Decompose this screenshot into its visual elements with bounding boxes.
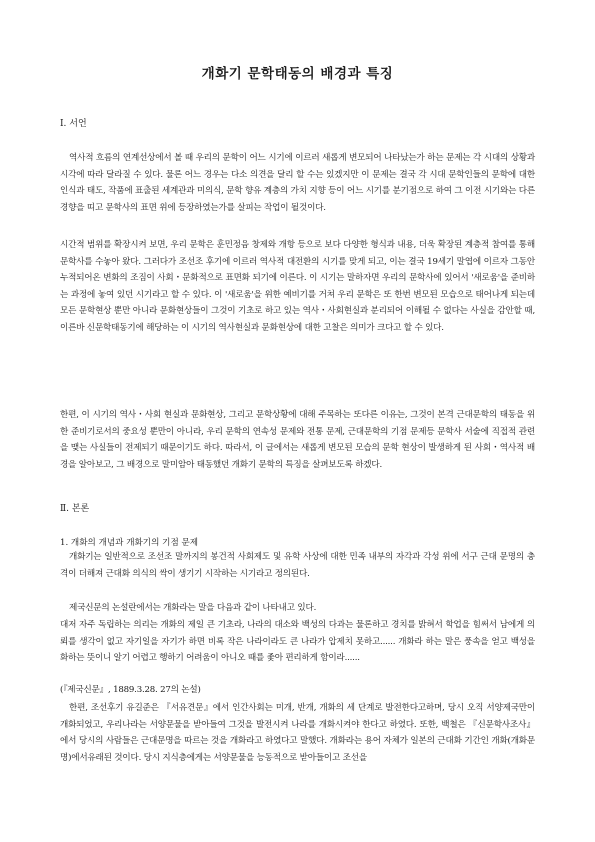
- subsection-heading: 1. 개화의 개념과 개화기의 기점 문제: [60, 538, 199, 548]
- paragraph: 시간적 범위를 확장시켜 보면, 우리 문학은 훈민정음 창제와 개항 등으로 보다 다양한 형식과 내용, 더욱 확장된 계층적 참여를 통해 문학사를 수놓아 왔다. 그러다가 조선조 후기에 이르러 역사적 대전환의 시기를 맞게 되고, 이는 결국 19세기 말엽에 이르자 그동안 누적되어온 변화의 조짐이 사회・문화적으로 표면화 되기에 이른다. 이 시기는 말하자면 우리의 문학사에 있어서 '새로움'을 준비하는 과정에 놓여 있던 시기라고 할 수 있다. 이 '새로움'을 위한 예비기를 거쳐 우리 문학은 또 한번 변모된 모습으로 태어나게 되는데 모든 문학현상 뿐만 아니라 문화현상들이 그것이 기초로 하고 있는 역사・사회현실과 분리되어 이해될 수 없다는 사실을 감안할 때, 이른바 신문학태동기에 해당하는 이 시기의 역사현실과 문화현상에 대한 고찰은 의미가 크다고 할 수 있다.: [60, 240, 535, 333]
- paragraph: 한편, 조선후기 유길준은 『서유견문』에서 인간사회는 미개, 반개, 개화의 세 단계로 발전한다고하며, 당시 오직 서양제국만이 개화되었고, 우리나라는 서양문물을 받아들여 그것을 발전시켜 나라를 개화시켜야 한다고 하였다. 또한, 백철은 『신문학사조사』에서 당시의 사람들은 근대문명을 따르는 것을 개화라고 하였다고 말했다. 개화라는 용어 자체가 일본의 근대화 기간인 개화(개화문명)에서유래된 것이다. 당시 지식층에게는 서양문물을 능동적으로 받아들이고 조선을: [60, 703, 535, 763]
- document-title: 개화기 문학태동의 배경과 특징: [201, 66, 394, 82]
- section-heading-body: Ⅱ. 본론: [60, 504, 90, 514]
- quote-paragraph: 대저 자주 독립하는 의리는 개화의 제일 큰 기초라, 나라의 대소와 백성의 다과는 물론하고 경치를 밝혀서 학업을 힘써서 남에게 의뢰를 생각이 없고 자기일을 자기가 하면 비록 작은 나라이라도 큰 나라가 압제치 못하고...... 개화라 하는 말은 풍속을 얻고 백성을 화하는 뜻이니 알기 어렵고 행하기 어려움이 아니오 때를 좇아 편리하게 함이라......: [60, 620, 535, 663]
- section-heading-intro: Ⅰ. 서언: [60, 119, 87, 129]
- paragraph: 개화기는 일반적으로 조선조 말까지의 봉건적 사회제도 및 유학 사상에 대한 민족 내부의 자각과 각성 위에 서구 근대 문명의 충격이 더해져 근대화 의식의 싹이 생기기 시작하는 시기라고 정의된다.: [60, 552, 535, 579]
- paragraph: 한편, 이 시기의 역사・사회 현실과 문화현상, 그리고 문학상황에 대해 주목하는 또다른 이유는, 그것이 본격 근대문학의 태동을 위한 준비기로서의 중요성 뿐만이 아니라, 우리 문학의 연속성 문제와 전통 문제, 근대문학의 기점 문제등 문학사 서술에 직접적 관련을 맺는 사실들이 전제되기 때문이기도 하다. 따라서, 이 글에서는 새롭게 변모된 모습의 문학 현상이 발생하게 된 사회・역사적 배경을 알아보고, 그 배경으로 말미암아 태동했던 개화기 문학의 특징을 살펴보도록 하겠다.: [60, 410, 535, 470]
- paragraph: 역사적 흐름의 연계선상에서 볼 때 우리의 문학이 어느 시기에 이르러 새롭게 변모되어 나타났는가 하는 문제는 각 시대의 상황과 시각에 따라 달라질 수 있다. 물론 어느 경우는 다소 의견을 달리 할 수는 있겠지만 이 문제는 결국 각 시대 문학인들의 문학에 대한 인식과 태도, 작품에 표출된 세계관과 미의식, 문학 향유 계층의 가치 지향 등이 어느 시기를 분기점으로 하여 그 이전 시기와는 다른 경향을 띠고 문학사의 표면 위에 등장하였는가를 살피는 작업이 될것이다.: [60, 153, 535, 213]
- quote-citation: (『제국신문』, 1889.3.28. 27의 논설): [60, 685, 201, 695]
- paragraph: 제국신문의 논설란에서는 개화라는 말을 다음과 같이 나타내고 있다.: [69, 603, 317, 613]
